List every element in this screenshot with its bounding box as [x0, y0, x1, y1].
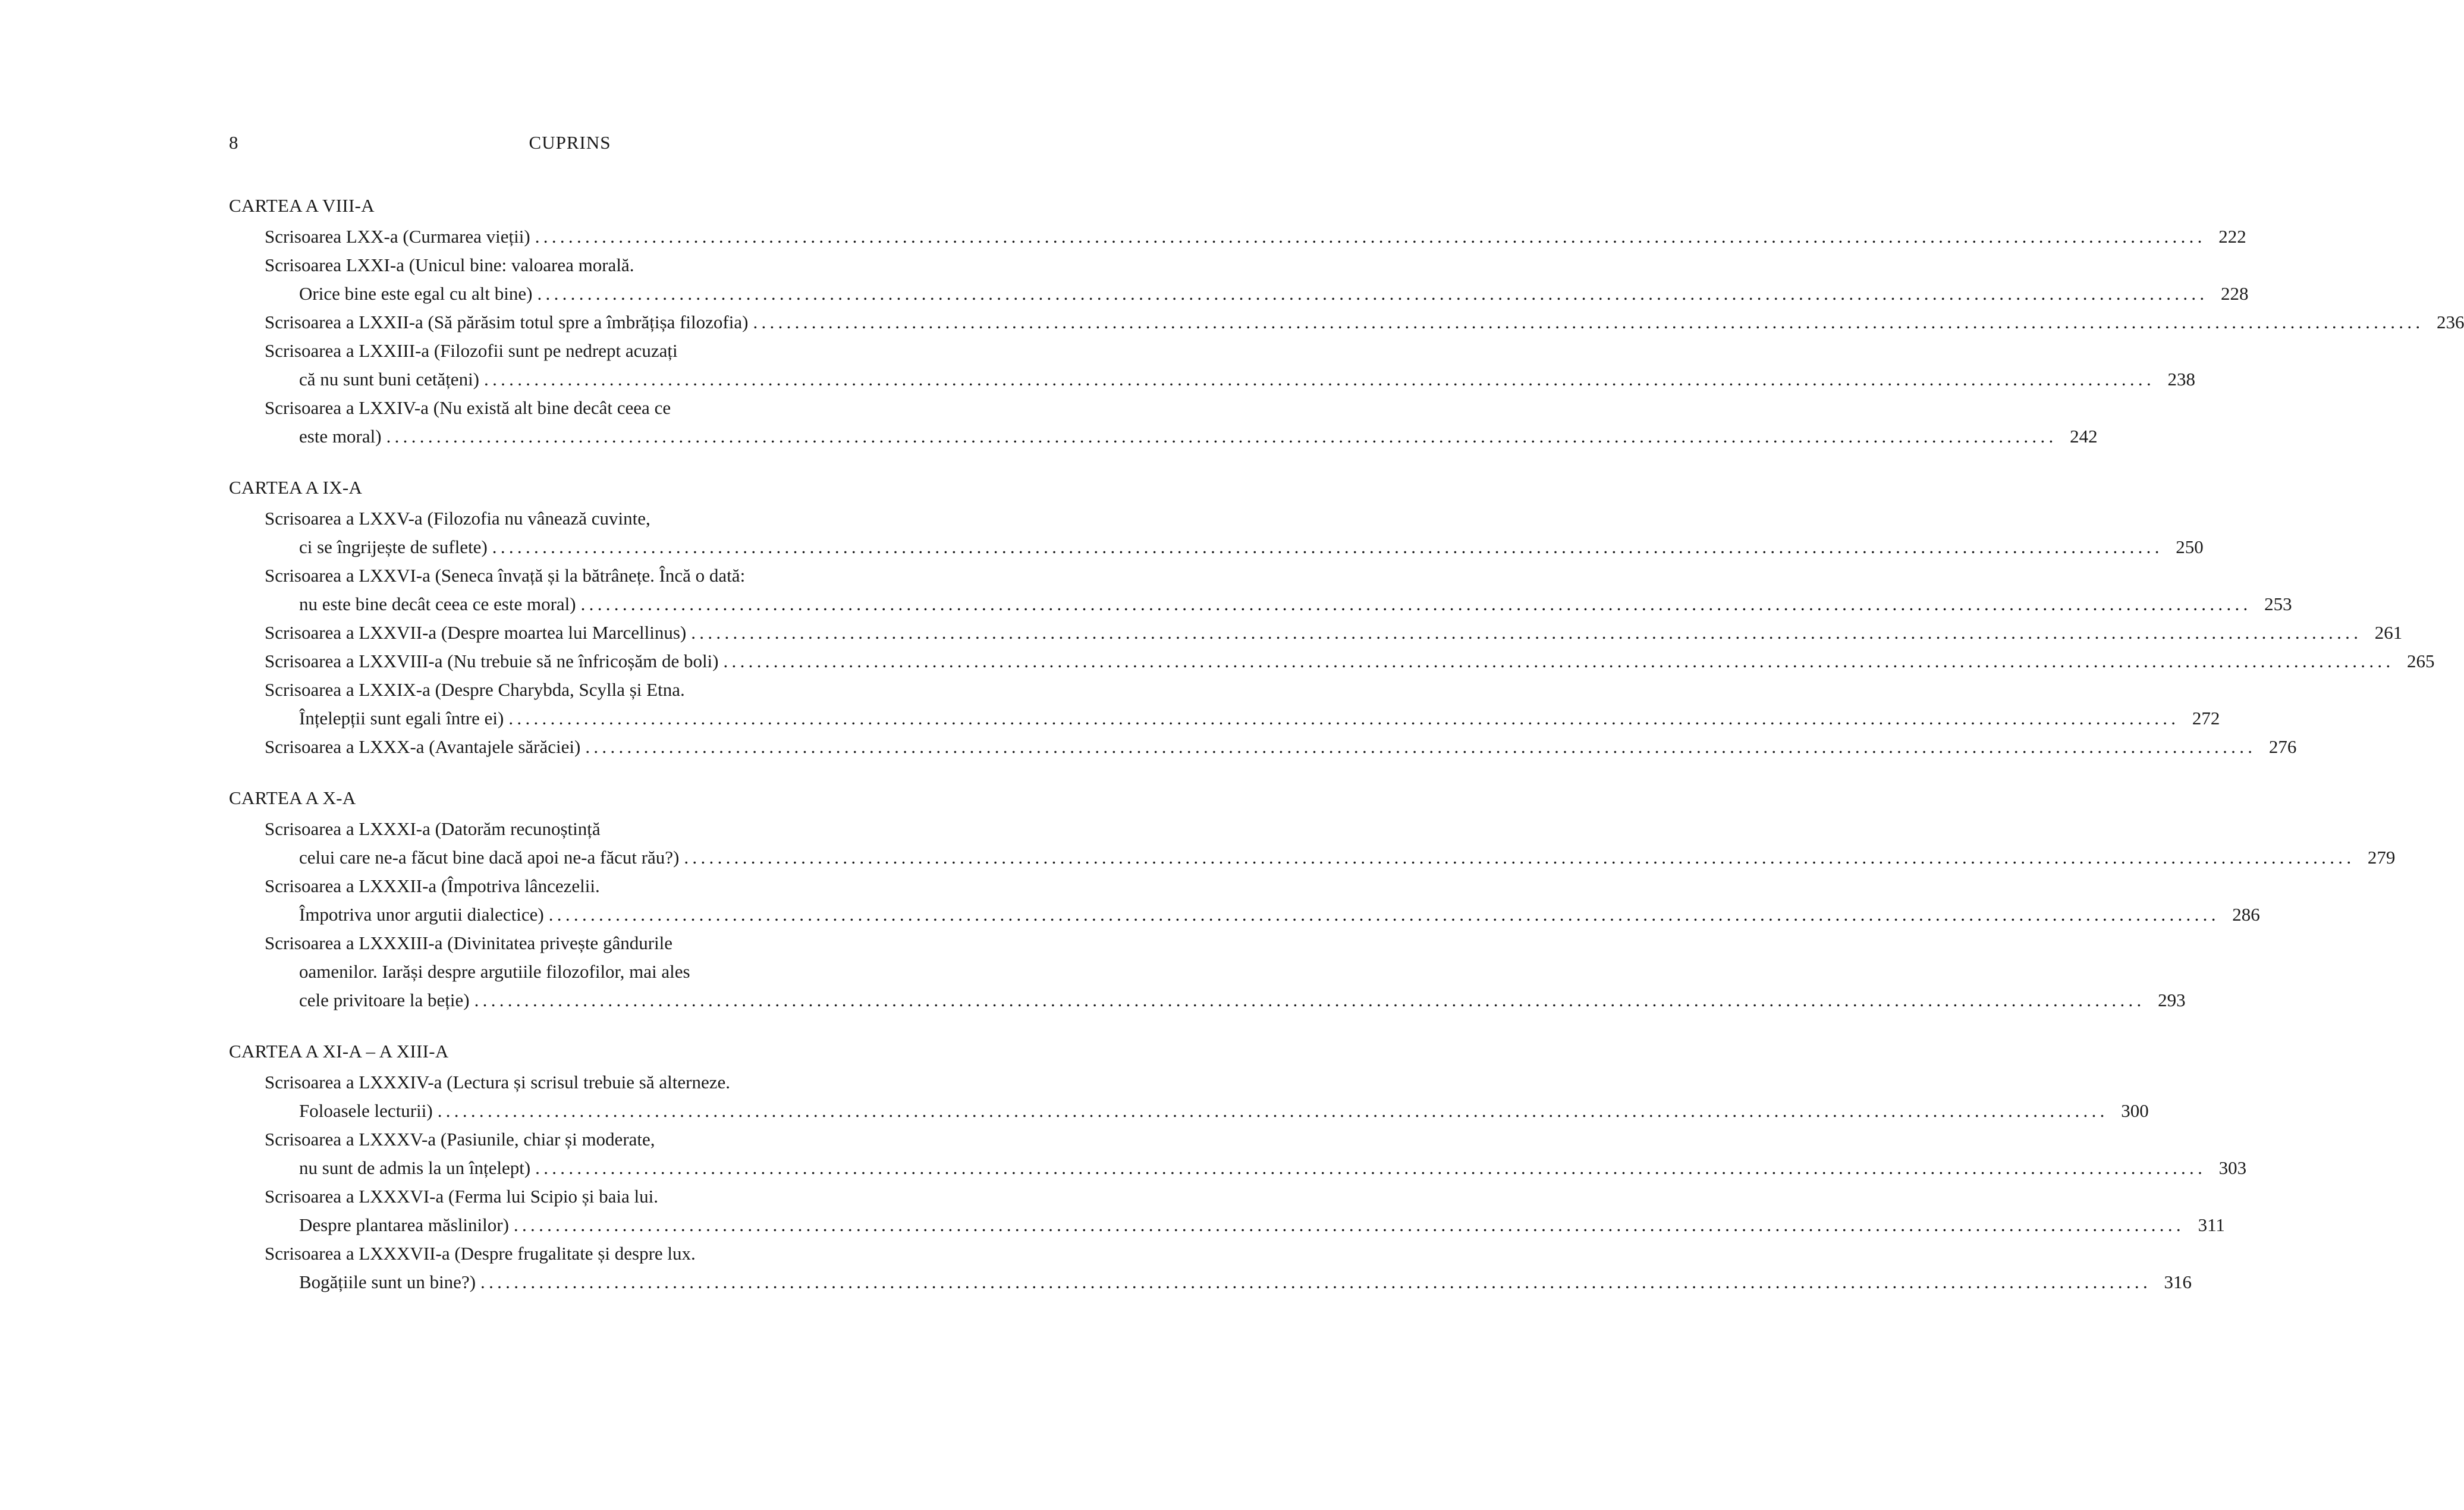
dot-leader: ........................................................................................................................................................................................................	[691, 622, 2362, 643]
entry-title-text: Scrisoarea a LXXXVII-a (Despre frugalitate și despre lux.	[265, 1243, 696, 1264]
entry-title-text: Scrisoarea a LXXVIII-a (Nu trebuie să ne înfricoșăm de boli)	[265, 651, 719, 671]
entry-page-number: 286	[2232, 904, 2260, 925]
entry-line	[229, 222, 2246, 251]
entry-line	[229, 561, 893, 590]
entry-line	[229, 251, 893, 280]
entry-page-number: 279	[2367, 847, 2396, 868]
toc-entry	[229, 1239, 2192, 1296]
entry-line	[229, 1268, 2192, 1296]
entry-line	[229, 1125, 893, 1154]
entry-title-text: Foloasele lecturii)	[299, 1100, 433, 1121]
entry-title-text: Scrisoarea a LXXXII-a (Împotriva lâncezelii.	[265, 875, 600, 896]
entry-line	[229, 900, 2260, 929]
entry-line	[229, 676, 893, 704]
entry-page-number: 265	[2407, 651, 2435, 671]
section-title: CARTEA A X-A	[229, 787, 356, 808]
entry-line	[229, 619, 2403, 647]
toc-entry	[229, 815, 2396, 872]
entry-title-text: Bogățiile sunt un bine?)	[299, 1272, 476, 1292]
toc-entry	[229, 337, 2196, 394]
entry-page-number: 316	[2164, 1272, 2192, 1292]
entry-title-text: Scrisoarea a LXXV-a (Filozofia nu vânează cuvinte,	[265, 508, 650, 529]
entry-line	[229, 422, 2098, 451]
entry-line	[229, 1239, 893, 1268]
dot-leader: ........................................................................................................................................................................................................	[580, 594, 2252, 614]
entry-line	[229, 733, 2297, 761]
entry-title-text: este moral)	[299, 426, 382, 447]
toc-entry	[229, 676, 2220, 733]
entry-title-text: Scrisoarea a LXXII-a (Să părăsim totul spre a îmbrățișa filozofia)	[265, 312, 749, 332]
entry-title-text: ci se îngrijește de suflete)	[299, 536, 488, 557]
toc-entry	[229, 308, 2464, 337]
entry-page-number: 238	[2167, 369, 2196, 390]
toc-entry	[229, 872, 2260, 929]
toc-entry	[229, 561, 2292, 619]
entry-page-number: 300	[2121, 1100, 2149, 1121]
entry-line	[229, 986, 2186, 1015]
entry-title-text: Scrisoarea a LXXXIV-a (Lectura și scrisul trebuie să alterneze.	[265, 1072, 730, 1093]
entry-line	[229, 365, 2196, 394]
entry-page-number: 236	[2436, 312, 2464, 332]
entry-title-text: Scrisoarea a LXXXIII-a (Divinitatea privește gândurile	[265, 933, 673, 953]
entry-title-text: Scrisoarea a LXXIX-a (Despre Charybda, Scylla și Etna.	[265, 679, 685, 700]
entry-line	[229, 1068, 893, 1097]
toc-section	[229, 781, 2396, 1015]
entry-line	[229, 1097, 2149, 1125]
entry-line	[229, 647, 2435, 676]
entry-page-number: 261	[2374, 622, 2403, 643]
entry-title-text: Scrisoarea a LXXX-a (Avantajele sărăciei)	[265, 736, 581, 757]
toc-entry	[229, 1182, 2225, 1239]
entry-line	[229, 815, 893, 843]
dot-leader: ........................................................................................................................................................................................................	[535, 1157, 2207, 1178]
entry-page-number: 253	[2264, 594, 2292, 614]
toc-entry	[229, 1068, 2149, 1125]
entry-title-text: Scrisoarea a LXXXI-a (Datorăm recunoștință	[265, 818, 601, 839]
dot-leader: ........................................................................................................................................................................................................	[508, 708, 2180, 729]
entry-page-number: 222	[2218, 226, 2246, 247]
dot-leader: ........................................................................................................................................................................................................	[535, 226, 2206, 247]
entry-line	[229, 1182, 893, 1211]
entry-page-number: 250	[2176, 536, 2204, 557]
section-title: CARTEA A XI-A – A XIII-A	[229, 1041, 449, 1062]
toc-entry	[229, 394, 2098, 451]
toc-entry	[229, 619, 2403, 647]
entry-title-text: Scrisoarea LXX-a (Curmarea vieții)	[265, 226, 530, 247]
entry-line	[229, 958, 893, 986]
entry-title-text: Orice bine este egal cu alt bine)	[299, 283, 533, 304]
toc-entry	[229, 647, 2435, 676]
toc-entry	[229, 733, 2297, 761]
dot-leader: ........................................................................................................................................................................................................	[386, 426, 2057, 447]
entry-line	[229, 308, 2464, 337]
entry-title-text: nu este bine decât ceea ce este moral)	[299, 594, 576, 614]
entry-page-number: 293	[2158, 990, 2186, 1010]
entry-title-text: Scrisoarea a LXXIII-a (Filozofii sunt pe nedrept acuzați	[265, 340, 678, 361]
page-number: 8	[229, 132, 238, 153]
entry-line	[229, 337, 893, 365]
running-head	[229, 132, 893, 156]
toc-entry	[229, 504, 2204, 561]
entry-title-text: Scrisoarea a LXXXV-a (Pasiunile, chiar și moderate,	[265, 1129, 655, 1150]
entry-line	[229, 280, 2249, 308]
entry-line	[229, 843, 2396, 872]
running-title: CUPRINS	[529, 132, 611, 153]
entry-title-text: Scrisoarea a LXXVI-a (Seneca învață și la bătrânețe. Încă o dată:	[265, 565, 746, 586]
toc-entry	[229, 1125, 2247, 1182]
entry-page-number: 272	[2192, 708, 2220, 729]
dot-leader: ........................................................................................................................................................................................................	[437, 1100, 2108, 1121]
entry-page-number: 276	[2268, 736, 2297, 757]
dot-leader: ........................................................................................................................................................................................................	[492, 536, 2163, 557]
dot-leader: ........................................................................................................................................................................................................	[548, 904, 2220, 925]
dot-leader: ........................................................................................................................................................................................................	[585, 736, 2256, 757]
dot-leader: ........................................................................................................................................................................................................	[480, 1272, 2152, 1292]
toc-section	[229, 1035, 2247, 1296]
entry-title-text: Scrisoarea LXXI-a (Unicul bine: valoarea morală.	[265, 255, 634, 275]
toc-section	[229, 471, 2435, 761]
entry-page-number: 303	[2218, 1157, 2247, 1178]
entry-page-number: 242	[2070, 426, 2098, 447]
entry-page-number: 311	[2198, 1214, 2225, 1235]
section-title: CARTEA A VIII-A	[229, 195, 375, 216]
entry-title-text: celui care ne-a făcut bine dacă apoi ne-a făcut rău?)	[299, 847, 680, 868]
entry-line	[229, 1211, 2225, 1239]
dot-leader: ........................................................................................................................................................................................................	[684, 847, 2355, 868]
entry-title-text: nu sunt de admis la un înțelept)	[299, 1157, 531, 1178]
dot-leader: ........................................................................................................................................................................................................	[513, 1214, 2185, 1235]
entry-line	[229, 590, 2292, 619]
entry-title-text: Despre plantarea măslinilor)	[299, 1214, 509, 1235]
entry-line	[229, 533, 2204, 561]
toc-entry	[229, 222, 2246, 251]
entry-title-text: Împotriva unor argutii dialectice)	[299, 904, 544, 925]
entry-line	[229, 504, 893, 533]
entry-line	[229, 872, 893, 900]
toc-entry	[229, 251, 2249, 308]
entry-page-number: 228	[2220, 283, 2249, 304]
entry-line	[229, 1154, 2247, 1182]
table-of-contents	[229, 189, 2464, 1317]
entry-title-text: Scrisoarea a LXXXVI-a (Ferma lui Scipio și baia lui.	[265, 1186, 659, 1207]
entry-line	[229, 704, 2220, 733]
entry-title-text: Înțelepții sunt egali între ei)	[299, 708, 504, 729]
section-title: CARTEA A IX-A	[229, 477, 363, 498]
entry-title-text: Scrisoarea a LXXIV-a (Nu există alt bine decât ceea ce	[265, 397, 671, 418]
dot-leader: ........................................................................................................................................................................................................	[537, 283, 2208, 304]
entry-title-text: că nu sunt buni cetățeni)	[299, 369, 480, 390]
dot-leader: ........................................................................................................................................................................................................	[474, 990, 2145, 1010]
toc-entry	[229, 929, 2186, 1015]
entry-title-text: oamenilor. Iarăși despre argutiile filozofilor, mai ales	[299, 961, 690, 982]
entry-title-text: cele privitoare la beție)	[299, 990, 470, 1010]
entry-title-text: Scrisoarea a LXXVII-a (Despre moartea lui Marcellinus)	[265, 622, 687, 643]
entry-line	[229, 929, 893, 958]
dot-leader: ........................................................................................................................................................................................................	[484, 369, 2155, 390]
toc-section	[229, 189, 2464, 451]
entry-line	[229, 394, 893, 422]
dot-leader: ........................................................................................................................................................................................................	[753, 312, 2424, 332]
dot-leader: ........................................................................................................................................................................................................	[723, 651, 2394, 671]
